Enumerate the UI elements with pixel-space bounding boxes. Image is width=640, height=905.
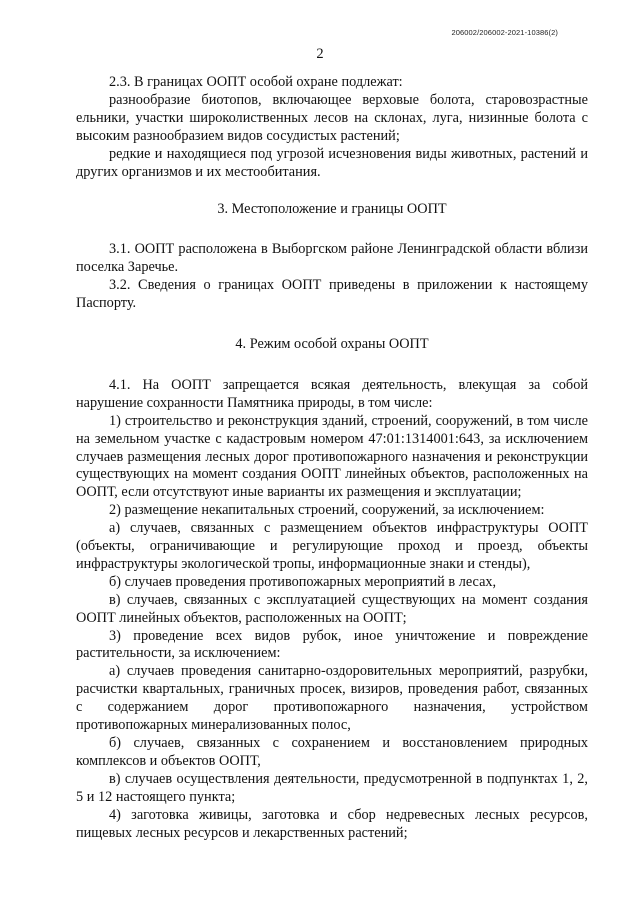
paragraph-4-1-item-3-b: б) случаев, связанных с сохранением и восстановлением природных комплексов и объектов ООПТ,: [76, 735, 588, 769]
paragraph-2-3-biotopes: разнообразие биотопов, включающее верховые болота, старовозрастные ельники, участки широколиственных лесов на склонах, луга, низинные болота с высоким разнообразием видов сосудистых растений;: [76, 91, 588, 144]
paragraph-4-1-item-4: 4) заготовка живицы, заготовка и сбор недревесных лесных ресурсов, пищевых лесных ресурсов и лекарственных растений;: [76, 806, 588, 841]
paragraph-4-1-item-3: 3) проведение всех видов рубок, иное уничтожение и повреждение растительности, за исключением:: [76, 627, 588, 662]
paragraph-2-3: 2.3. В границах ООПТ особой охране подлежат:: [109, 74, 403, 90]
section-heading-3: 3. Местоположение и границы ООПТ: [217, 201, 447, 218]
page-number: 2: [316, 46, 324, 62]
paragraph-4-1-item-2-b: б) случаев проведения противопожарных мероприятий в лесах,: [109, 573, 497, 590]
paragraph-4-1-item-2-c: в) случаев, связанных с эксплуатацией существующих на момент создания ООПТ линейных объектов, расположенных на ООПТ;: [76, 591, 588, 626]
section-heading-4: 4. Режим особой охраны ООПТ: [235, 335, 429, 352]
paragraph-4-1-item-2: 2) размещение некапитальных строений, сооружений, за исключением:: [109, 502, 545, 519]
paragraph-2-3-rare-species: редкие и находящиеся под угрозой исчезновения виды животных, растений и других организмов и их местообитания.: [76, 145, 588, 180]
paragraph-4-1: 4.1. На ООПТ запрещается всякая деятельность, влекущая за собой нарушение сохранности Памятника природы, в том числе:: [76, 376, 588, 411]
paragraph-4-1-item-2-a: а) случаев, связанных с размещением объектов инфраструктуры ООПТ (объекты, ограничивающие и регулирующие проход и проезд, объекты инфраструктуры экологической тропы, информационные знаки и стенды),: [76, 520, 588, 572]
paragraph-4-1-item-3-c: в) случаев осуществления деятельности, предусмотренной в подпунктах 1, 2, 5 и 12 настоящего пункта;: [76, 770, 588, 805]
paragraph-3-2: 3.2. Сведения о границах ООПТ приведены в приложении к настоящему Паспорту.: [76, 277, 588, 312]
document-body: [76, 74, 588, 842]
document-id: 206002/206002-2021-10386(2): [451, 28, 558, 37]
paragraph-4-1-item-3-a: а) случаев проведения санитарно-оздоровительных мероприятий, разрубки, расчистки квартальных, граничных просек, визиров, проведения работ, связанных с содержанием дорог противопожарного назначения, устройством противопожарных минерализованных полос,: [76, 663, 588, 734]
paragraph-3-1: 3.1. ООПТ расположена в Выборгском районе Ленинградской области вблизи поселка Заречье.: [76, 241, 588, 276]
paragraph-4-1-item-1: 1) строительство и реконструкция зданий, строений, сооружений, в том числе на земельном участке с кадастровым номером 47:01:1314001:643, за исключением случаев размещения лесных дорог противопожарного назначения и реконструкции существующих на момент создания ООПТ линейных объектов, расположенных на ООПТ, если отсутствуют иные варианты их размещения и эксплуатации;: [76, 412, 588, 501]
